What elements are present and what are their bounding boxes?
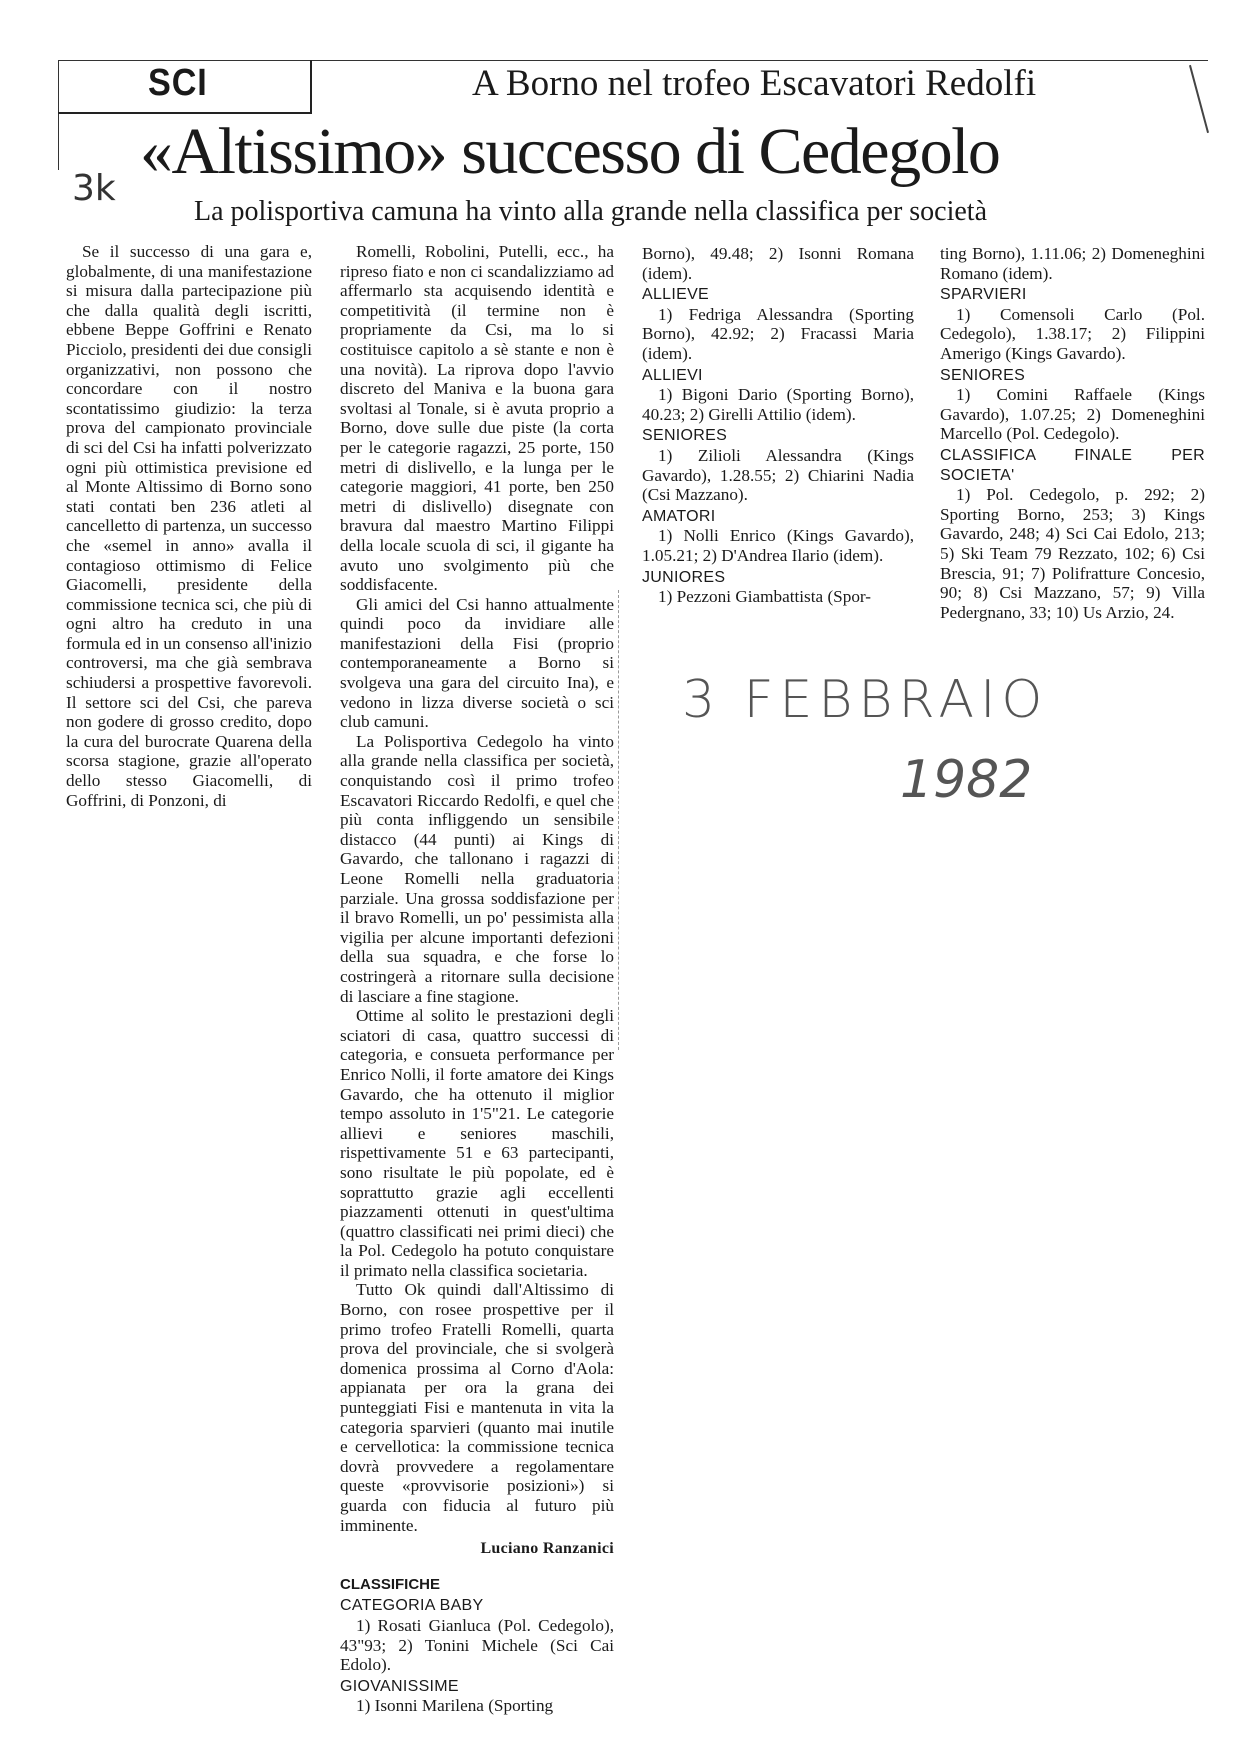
article-column-2 [340,242,614,1716]
result-entries: 1) Comini Raffaele (Kings Gavardo), 1.07.25; 2) Domeneghini Marcello (Pol. Cedegolo). [940,385,1205,444]
results-column-3 [642,242,914,607]
result-category: JUNIORES [642,568,726,586]
results-heading: CLASSIFICHE [340,1575,441,1593]
handwritten-date: 3 FEBBRAIO [682,670,1049,730]
subheadline: La polisportiva camuna ha vinto alla grande nella classifica per società [194,196,988,227]
handwritten-ref-mark: 3k [72,168,116,209]
result-category: ALLIEVI [642,366,703,384]
results-column-4 [940,242,1205,622]
paragraph: Se il successo di una gara e, globalmente, di una manifestazione si misura dalla partecipazione più che dalla qualità degli iscritti, ebbene Beppe Goffrini e Renato Picciolo, presidenti dei due consigli organizzativi, non possono che concordare con il nostro scontatissimo giudizio: la terza prova del campionato provinciale di sci del Csi ha infatti polverizzato ogni più ottimistica previsione ed al Monte Altissimo di Borno sono stati contati ben 236 atleti al cancelletto di partenza, un successo che «semel in anno» avalla il contagioso ottimismo di Felice Giacomelli, presidente della commissione tecnica sci, che più di ogni altro ha creduto in una formula ed in un consenso all'inizio controversi, ma che già sembrava schiudersi a prospettive favorevoli. Il settore sci del Csi, che pareva non godere di grosso credito, dopo la cura del burocrate Quarena della scorsa stagione, grazie all'operato dello stesso Giacomelli, di Goffrini, di Ponzoni, di [66,242,312,810]
result-block [940,285,1205,363]
result-entries: Borno), 49.48; 2) Isonni Romana (idem). [642,244,914,283]
result-entries: 1) Pol. Cedegolo, p. 292; 2) Sporting Borno, 253; 3) Kings Gavardo, 248; 4) Sci Cai Edolo, 213; 5) Ski Team 79 Rezzato, 102; 6) Csi Brescia, 91; 7) Polifratture Concesio, 90; 8) Csi Mazzano, 57; 9) Villa Pedergnano, 33; 10) Us Arzio, 24. [940,485,1205,622]
result-block [340,1596,614,1674]
result-category: CLASSIFICA FINALE PER SOCIETA' [940,446,1205,484]
result-block [340,1677,614,1716]
paragraph: Tutto Ok quindi dall'Altissimo di Borno, con rosee prospettive per il primo trofeo Fratelli Romelli, quarta prova del provinciale, che si svolgerà domenica prossima al Corno d'Aola: appianata per ora la grana dei punteggiati Fisi e mantenuta in vita la categoria sparvieri (quanto mai inutile e cervellotica: la commissione tecnica dovrà provvedere a regolamentare queste «provvisorie posizioni») si guarda con fiducia al futuro più imminente. [340,1280,614,1535]
result-block [642,568,914,607]
paragraph: Ottime al solito le prestazioni degli sciatori di casa, quattro successi di categoria, e consueta performance per Enrico Nolli, il forte amatore dei Kings Gavardo, che ha ottenuto il miglior tempo assoluto in 1'5"21. Le categorie allievi e seniores maschili, rispettivamente 51 e 63 partecipanti, sono risultate le più popolate, ed è soprattutto grazie agli eccellenti piazzamenti ottenuti in quest'ultima (quattro classificati nei primi dieci) che la Pol. Cedegolo ha potuto conquistare il primato nella classifica societaria. [340,1006,614,1280]
result-block [642,244,914,283]
paragraph: La Polisportiva Cedegolo ha vinto alla grande nella classifica per società, conquistando così il primo trofeo Escavatori Riccardo Redolfi, e quel che più conta infliggendo un sensibile distacco (44 punti) ai Kings di Gavardo, che tallonano i ragazzi di Leone Romelli nella graduatoria parziale. Una grossa soddisfazione per il bravo Romelli, un po' pessimista alla vigilia per alcune importanti defezioni della sua squadra, e che forse lo costringerà a ritornare sulla decisione di lasciare a fine stagione. [340,731,614,1006]
result-entries: ting Borno), 1.11.06; 2) Domeneghini Romano (idem). [940,244,1205,283]
article-column-1 [66,242,312,810]
section-rubric: SCI [148,62,208,104]
clipping-corner-mark [1189,65,1209,133]
headline: «Altissimo» successo di Cedegolo [140,115,1000,188]
fold-mark [618,590,622,1050]
result-block [940,446,1205,622]
result-entries: 1) Zilioli Alessandra (Kings Gavardo), 1.28.55; 2) Chiarini Nadia (Csi Mazzano). [642,445,914,505]
result-entries: 1) Nolli Enrico (Kings Gavardo), 1.05.21; 2) D'Andrea Ilario (idem). [642,526,914,565]
result-entries: 1) Bigoni Dario (Sporting Borno), 40.23; 2) Girelli Attilio (idem). [642,385,914,424]
result-block [642,366,914,425]
result-category: SPARVIERI [940,286,1027,304]
result-block [642,507,914,566]
result-category: CATEGORIA BABY [340,1597,484,1615]
kicker: A Borno nel trofeo Escavatori Redolfi [472,63,1037,104]
result-entries: 1) Comensoli Carlo (Pol. Cedegolo), 1.38.17; 2) Filippini Amerigo (Kings Gavardo). [940,304,1205,363]
result-category: SENIORES [642,427,728,445]
result-category: GIOVANISSIME [340,1677,459,1695]
handwritten-year: 1982 [900,750,1033,810]
result-entries: 1) Fedriga Alessandra (Sporting Borno), 42.92; 2) Fracassi Maria (idem). [642,304,914,363]
byline: Luciano Ranzanici [480,1540,614,1558]
result-block [642,285,914,363]
result-entries: 1) Isonni Marilena (Sporting [356,1696,554,1716]
result-block [940,366,1205,444]
result-block [940,244,1205,283]
result-category: ALLIEVE [642,286,710,304]
result-category: SENIORES [940,366,1026,384]
result-entries: 1) Pezzoni Giambattista (Spor- [658,587,872,607]
paragraph: Romelli, Robolini, Putelli, ecc., ha ripreso fiato e non ci scandalizziamo ad affermarlo sta acquisendo identità e competitività (il termine non è propriamente da Csi, ma lo si costituisce capitolo a sè stante e non è una novità). La riprova dopo l'avvio discreto del Maniva e la buona gara svoltasi al Tonale, si è avuta proprio a Borno, dove sulle due piste (la corta per le categorie ragazzi, 25 porte, 150 metri di dislivello, e la lunga per le categorie maggiori, 41 porte, ben 250 metri di dislivello) disegnate con bravura dal maestro Martino Filippi della locale scuola di sci, il gigante ha avuto uno svolgimento più che soddisfacente. [340,242,614,595]
paragraph: Gli amici del Csi hanno attualmente quindi poco da invidiare alle manifestazioni della Fisi (proprio contemporaneamente a Borno si svolgeva una gara del circuito Ina), e vedono in lizza diverse società o sci club camuni. [340,594,614,732]
result-category: AMATORI [642,507,716,525]
result-entries: 1) Rosati Gianluca (Pol. Cedegolo), 43"93; 2) Tonini Michele (Sci Cai Edolo). [340,1615,614,1675]
result-block [642,426,914,504]
